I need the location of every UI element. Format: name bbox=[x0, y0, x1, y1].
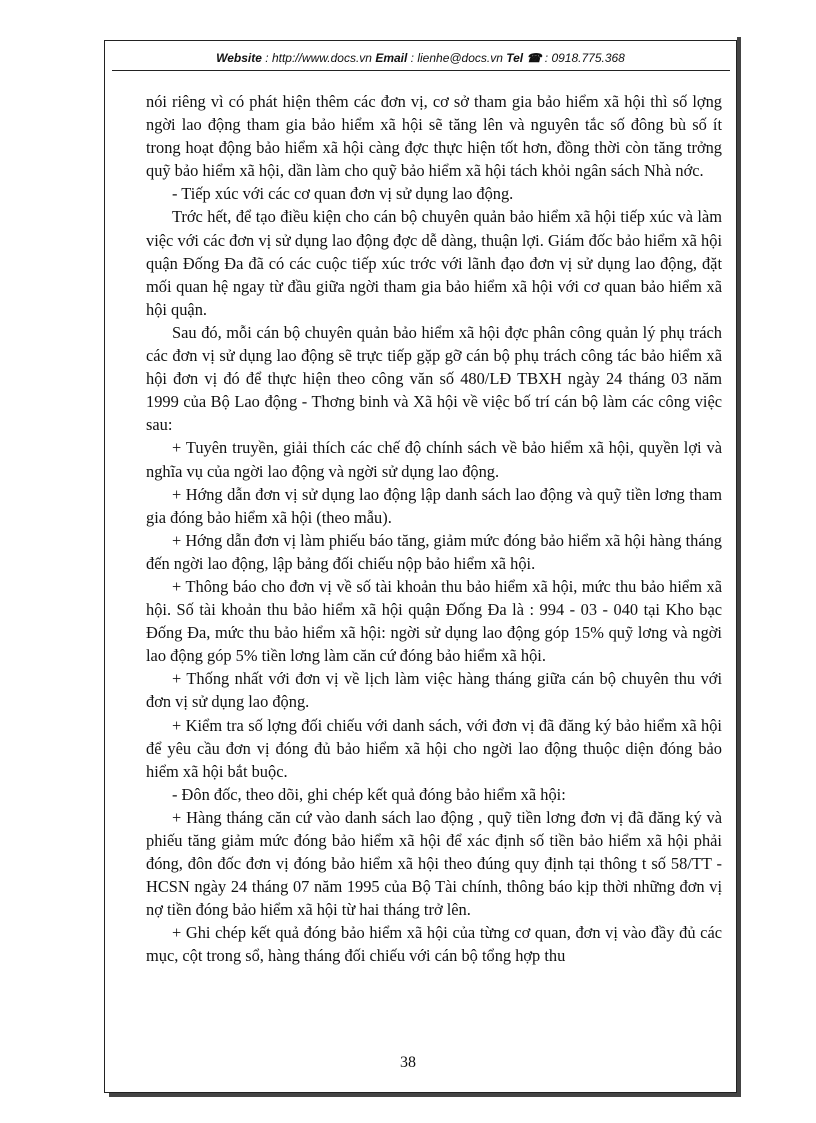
tel-value: : 0918.775.368 bbox=[541, 51, 625, 65]
document-body bbox=[146, 90, 722, 968]
paragraph: + Tuyên truyền, giải thích các chế độ chính sách về bảo hiểm xã hội, quyền lợi và nghĩa vụ của ngời lao động và ngời sử dụng lao động. bbox=[146, 438, 722, 481]
paragraph: Sau đó, mỗi cán bộ chuyên quản bảo hiểm xã hội đợc phân công quản lý phụ trách các đơn vị sử dụng lao động sẽ trực tiếp gặp gỡ cán bộ phụ trách công tác bảo hiểm xã hội đơn vị đó để thực hiện theo công văn số 480/LĐ TBXH ngày 24 tháng 03 năm 1999 của Bộ Lao động - Thơng binh và Xã hội về việc bố trí cán bộ làm các công việc sau: bbox=[146, 322, 722, 435]
paragraph: + Thông báo cho đơn vị về số tài khoản thu bảo hiểm xã hội, mức thu bảo hiểm xã hội. Số tài khoản thu bảo hiểm xã hội quận Đống Đa là : 994 - 03 - 040 tại Kho bạc Đống Đa, mức thu bảo hiểm xã hội: ngời sử dụng lao động góp 15% quỹ lơng và ngời lao động góp 5% tiền lơng làm căn cứ đóng bảo hiểm xã hội. bbox=[146, 576, 722, 666]
email-value: : lienhe@docs.vn bbox=[407, 51, 507, 65]
page-number: 38 bbox=[400, 1054, 416, 1071]
paragraph: + Hớng dẫn đơn vị sử dụng lao động lập danh sách lao động và quỹ tiền lơng tham gia đóng bảo hiểm xã hội (theo mẫu). bbox=[146, 484, 722, 527]
website-label: Website bbox=[216, 51, 262, 65]
paragraph: - Tiếp xúc với các cơ quan đơn vị sử dụng lao động. bbox=[172, 184, 514, 204]
header-rule bbox=[112, 70, 730, 71]
paragraph: - Đôn đốc, theo dõi, ghi chép kết quả đóng bảo hiểm xã hội: bbox=[172, 784, 566, 804]
paragraph: + Thống nhất với đơn vị về lịch làm việc hàng tháng giữa cán bộ chuyên thu với đơn vị sử dụng lao động. bbox=[146, 669, 722, 712]
paragraph: + Hàng tháng căn cứ vào danh sách lao động , quỹ tiền lơng đơn vị đã đăng ký và phiếu tăng giảm mức đóng bảo hiểm xã hội để xác định số tiền bảo hiểm xã hội phải đóng, đôn đốc đơn vị đóng bảo hiểm xã hội theo đúng quy định tại thông t số 58/TT - HCSN ngày 24 tháng 07 năm 1995 của Bộ Tài chính, thông báo kịp thời những đơn vị nợ tiền đóng bảo hiểm xã hội từ hai tháng trở lên. bbox=[146, 807, 722, 920]
page-header bbox=[104, 51, 737, 65]
paragraph: Trớc hết, để tạo điều kiện cho cán bộ chuyên quản bảo hiểm xã hội tiếp xúc và làm việc với các đơn vị sử dụng lao động đợc dễ dàng, thuận lợi. Giám đốc bảo hiểm xã hội quận Đống Đa đã có các cuộc tiếp xúc trớc với lãnh đạo đơn vị sử dụng lao động, đặt mối quan hệ ngay từ đầu giữa ngời tham gia bảo hiểm xã hội với cơ quan bảo hiểm xã hội quận. bbox=[146, 207, 722, 319]
paragraph: + Kiểm tra số lợng đối chiếu với danh sách, với đơn vị đã đăng ký bảo hiểm xã hội để yêu cầu đơn vị đóng đủ bảo hiểm xã hội cho ngời lao động thuộc diện đóng bảo hiểm xã hội bắt buộc. bbox=[146, 715, 722, 781]
website-value: : http://www.docs.vn bbox=[261, 51, 376, 65]
email-label: Email bbox=[375, 51, 408, 65]
paragraph: nói riêng vì có phát hiện thêm các đơn vị, cơ sở tham gia bảo hiểm xã hội thì số lợng ngời lao động tham gia bảo hiểm xã hội sẽ tăng lên và nguyên tắc số đông bù số ít trong hoạt động bảo hiểm xã hội càng đợc thực hiện tốt hơn, đồng thời còn tăng trởng quỹ bảo hiểm xã hội, dần làm cho quỹ bảo hiểm xã hội tách khỏi ngân sách Nhà nớc. bbox=[146, 92, 722, 181]
tel-label: Tel ☎ bbox=[506, 51, 542, 65]
paragraph: + Ghi chép kết quả đóng bảo hiểm xã hội của từng cơ quan, đơn vị vào đầy đủ các mục, cột trong sổ, hàng tháng đối chiếu với cán bộ tổng hợp thu bbox=[146, 923, 722, 966]
paragraph: + Hớng dẫn đơn vị làm phiếu báo tăng, giảm mức đóng bảo hiểm xã hội hàng tháng đến ngời lao động, lập bảng đối chiếu nộp bảo hiểm xã hội. bbox=[146, 530, 722, 573]
